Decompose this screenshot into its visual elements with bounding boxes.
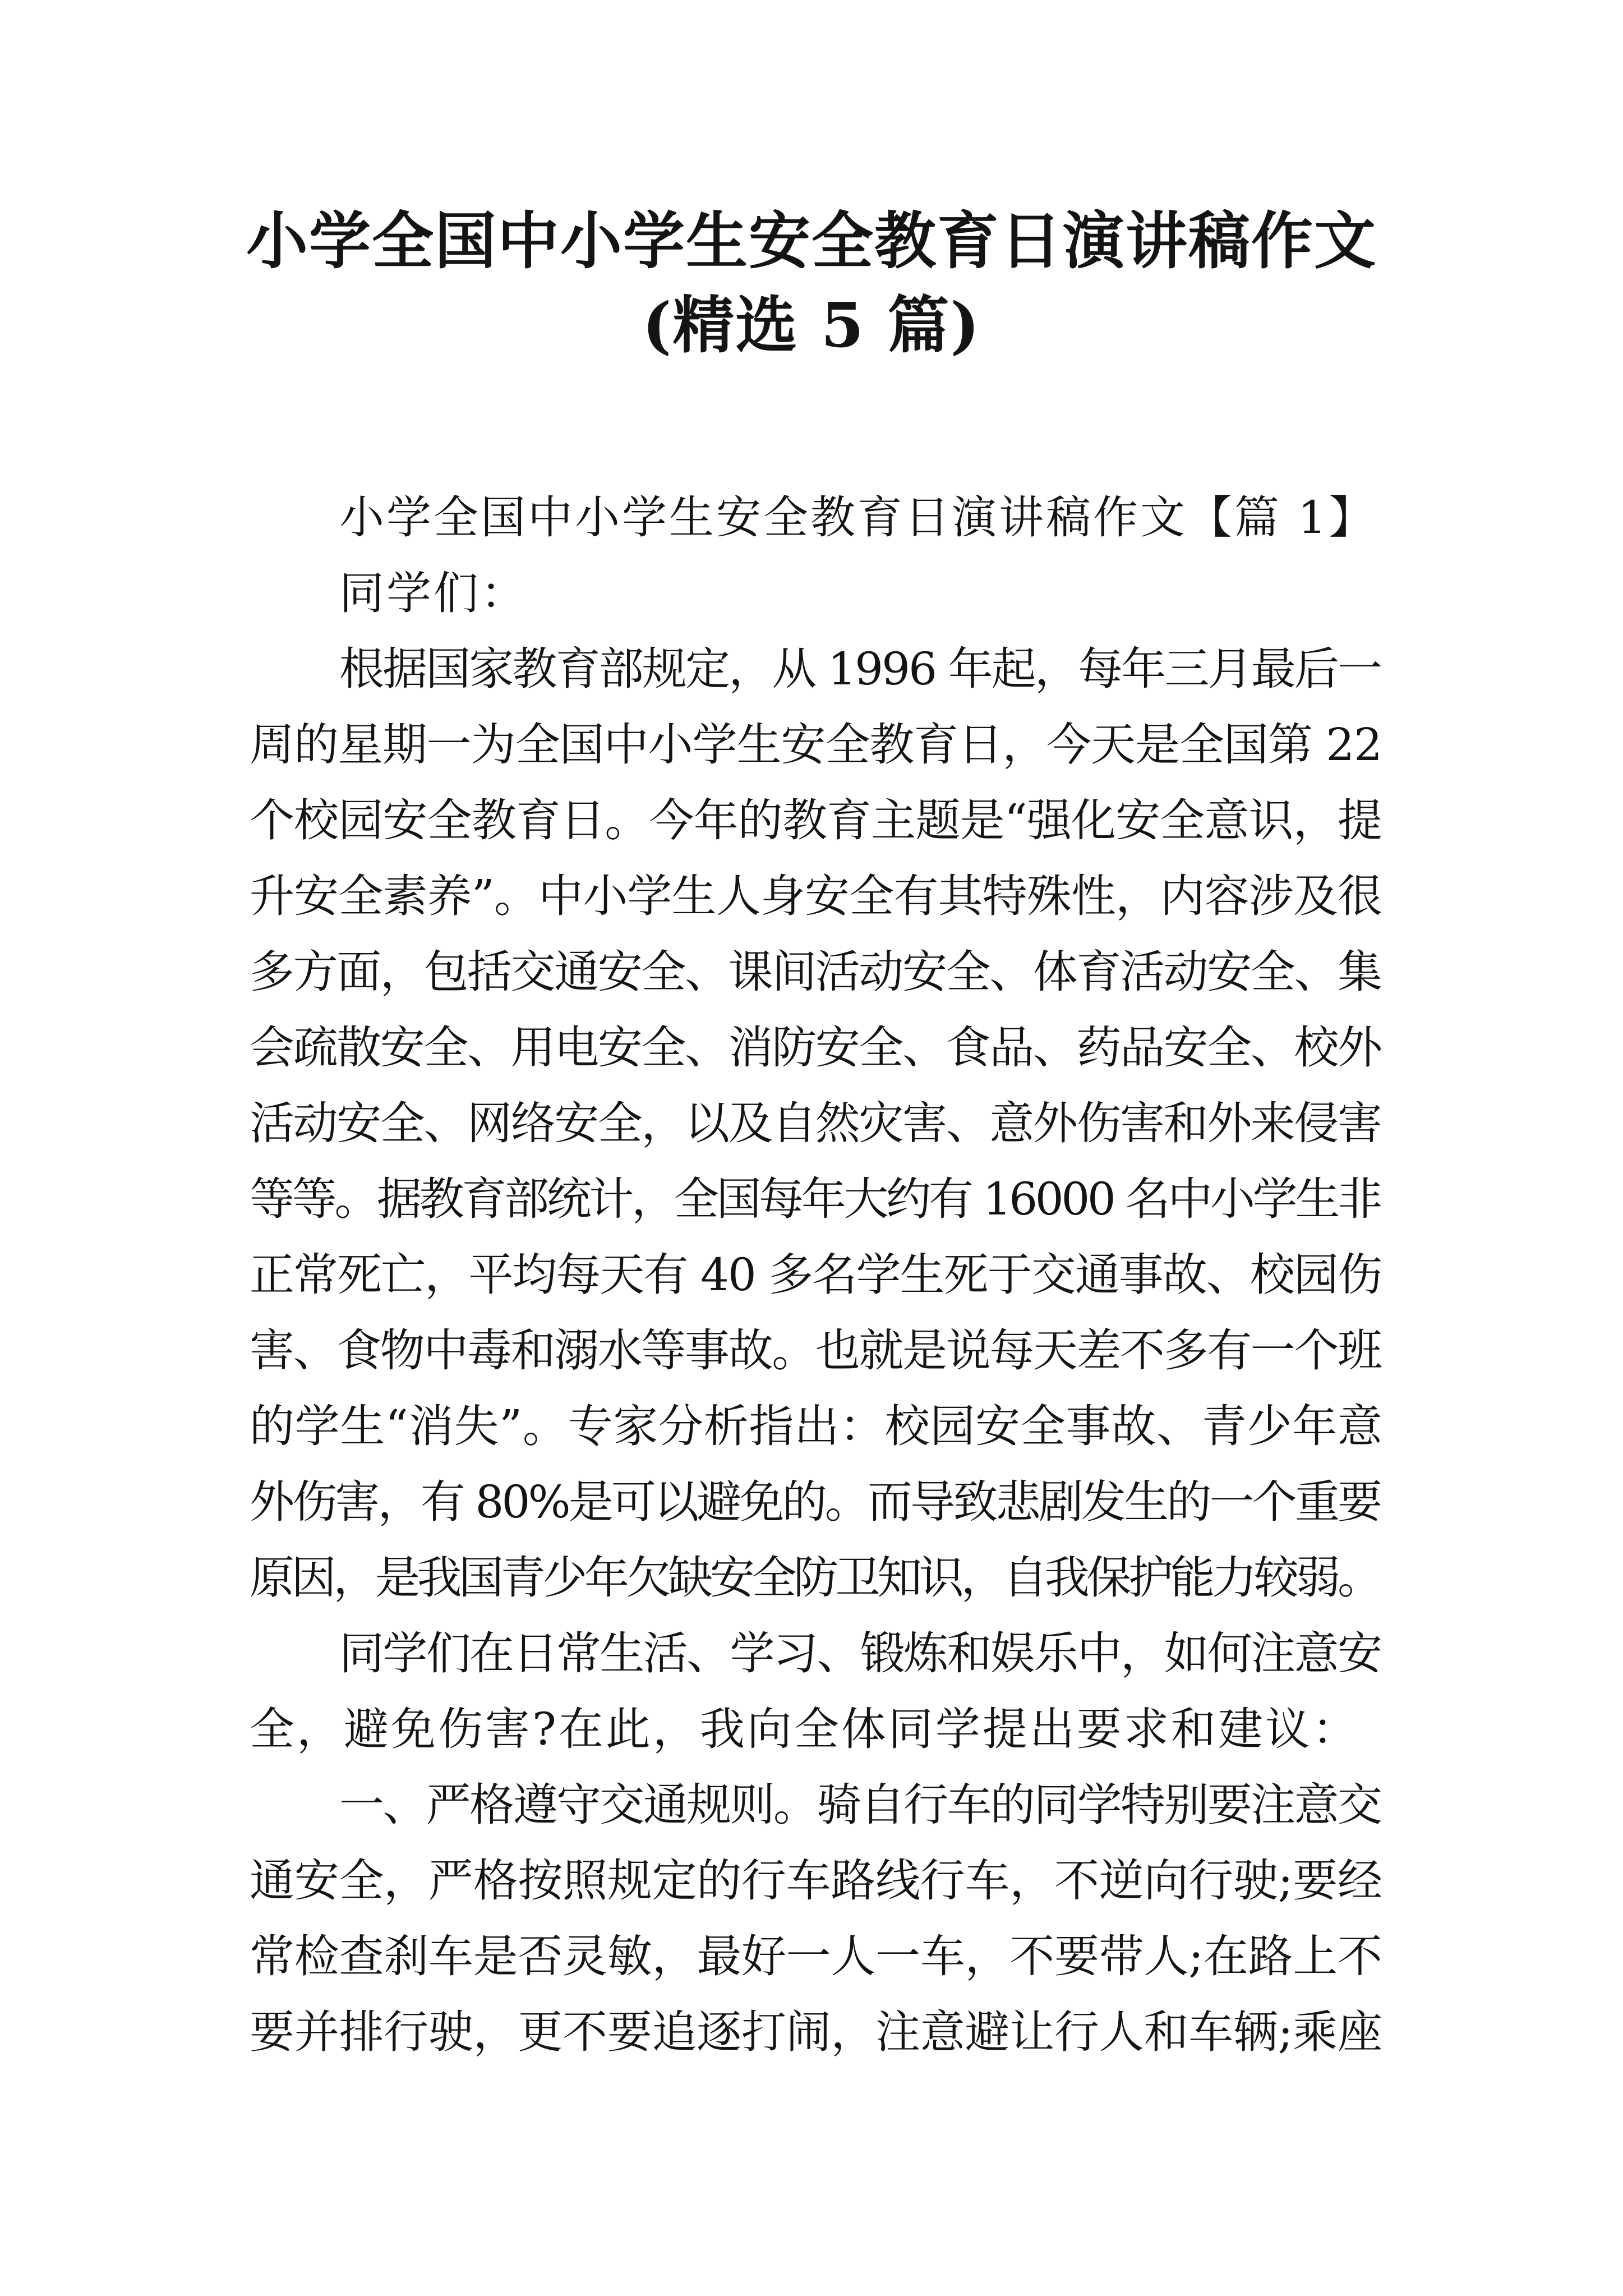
body-line: 同学们在日常生活、学习、锻炼和娱乐中，如何注意安 bbox=[339, 1627, 1381, 1680]
body-line: 害、食物中毒和溺水等事故。也就是说每天差不多有一个班 bbox=[250, 1324, 1381, 1377]
body-line: 常检查刹车是否灵敏，最好一人一车，不要带人;在路上不 bbox=[250, 1930, 1382, 1982]
body-line: 会疏散安全、用电安全、消防安全、食品、药品安全、校外 bbox=[250, 1022, 1381, 1074]
body-line: 活动安全、网络安全，以及自然灾害、意外伤害和外来侵害 bbox=[250, 1097, 1381, 1149]
body-line: 要并排行驶，更不要追逐打闹，注意避让行人和车辆;乘座 bbox=[250, 2006, 1382, 2058]
salutation: 同学们： bbox=[339, 567, 528, 619]
body-line: 根据国家教育部规定，从 1996 年起，每年三月最后一 bbox=[339, 643, 1381, 695]
document-title-line-2: (精选 5 篇) bbox=[642, 289, 981, 361]
body-line: 原因，是我国青少年欠缺安全防卫知识，自我保护能力较弱。 bbox=[250, 1552, 1380, 1604]
body-line: 的学生“消失”。专家分析指出：校园安全事故、青少年意 bbox=[250, 1400, 1383, 1452]
body-line: 升安全素养”。中小学生人身安全有其特殊性，内容涉及很 bbox=[250, 870, 1382, 922]
body-line: 周的星期一为全国中小学生安全教育日，今天是全国第 22 bbox=[250, 719, 1382, 771]
body-line: 个校园安全教育日。今年的教育主题是“强化安全意识，提 bbox=[250, 794, 1382, 846]
section-heading: 小学全国中小学生安全教育日演讲稿作文【篇 1】 bbox=[339, 491, 1376, 544]
body-line: 外伤害，有 80%是可以避免的。而导致悲剧发生的一个重要 bbox=[250, 1476, 1381, 1528]
body-line: 多方面，包括交通安全、课间活动安全、体育活动安全、集 bbox=[250, 946, 1381, 998]
document-title-line-1: 小学全国中小学生安全教育日演讲稿作文 bbox=[246, 205, 1377, 277]
body-line: 全，避免伤害?在此，我向全体同学提出要求和建议： bbox=[250, 1703, 1359, 1755]
body-line: 通安全，严格按照规定的行车路线行车，不逆向行驶;要经 bbox=[250, 1855, 1382, 1907]
body-line: 正常死亡，平均每天有 40 多名学生死于交通事故、校园伤 bbox=[250, 1249, 1382, 1301]
body-line: 等等。据教育部统计，全国每年大约有 16000 名中小学生非 bbox=[250, 1173, 1380, 1225]
body-line: 一、严格遵守交通规则。骑自行车的同学特别要注意交 bbox=[339, 1779, 1381, 1831]
